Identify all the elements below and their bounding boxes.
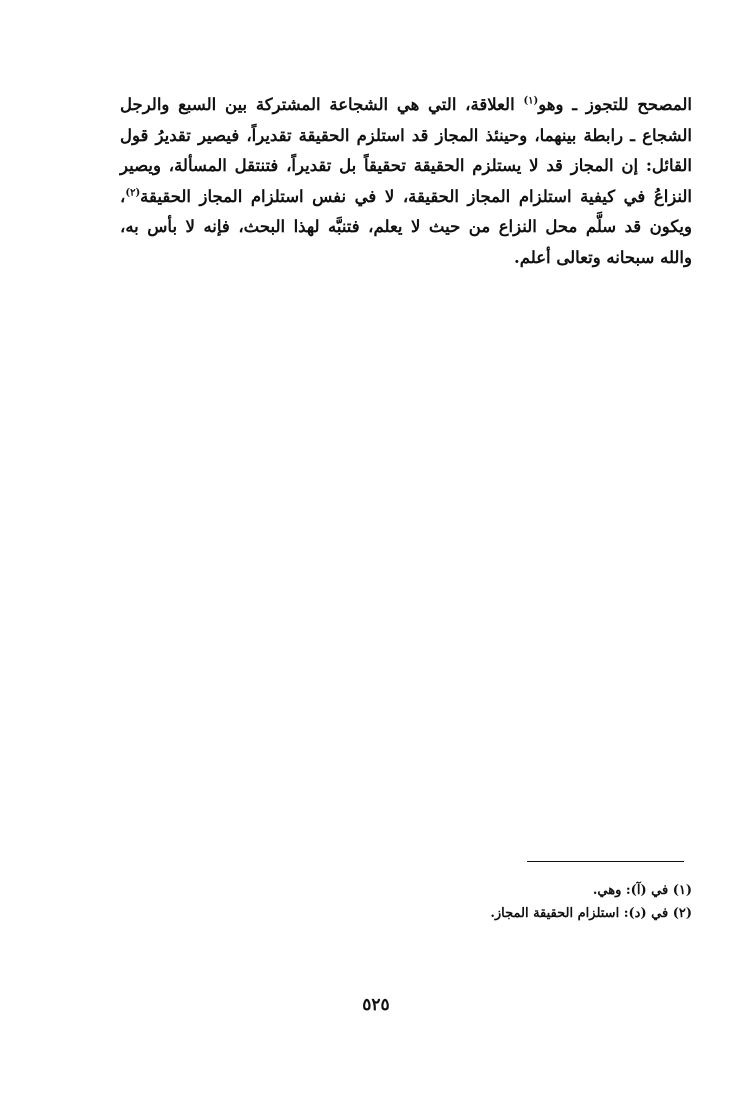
main-text-line (120, 90, 692, 121)
footnote: (٢) في (د): استلزام الحقيقة المجاز. (490, 906, 692, 921)
main-text-line: والله سبحانه وتعالى أعلم. (514, 247, 692, 267)
main-text-line: ويكون قد سلَّم محل النزاع من حيث لا يعلم، فتنبَّه لهذا البحث، فإنه لا بأس به، (120, 217, 692, 236)
footnote-ref: (١) (523, 95, 539, 107)
footnote-ref: (٢) (125, 187, 141, 198)
footnote-divider (527, 861, 684, 862)
main-text-line (120, 182, 692, 213)
line-text: المصحح للتجوز ـ وهو (538, 95, 693, 114)
footnotes (380, 879, 692, 925)
main-text-line: القائل: إن المجاز قد لا يستلزم الحقيقة تحقيقاً بل تقديراً، فتنتقل المسألة، ويصير (120, 156, 692, 175)
line-text: النزاعُ في كيفية استلزام المجاز الحقيقة، لا في نفس استلزام المجاز الحقيقة (140, 186, 692, 206)
footnote: (١) في (آ): وهي. (592, 883, 692, 898)
page-number: ٥٢٥ (362, 995, 390, 1015)
line-text: العلاقة، التي هي الشجاعة المشتركة بين السبع والرجل (120, 95, 524, 114)
main-text (120, 90, 692, 273)
main-text-line: الشجاع ـ رابطة بينهما، وحينئذ المجاز قد استلزم الحقيقة تقديراً، فيصير تقديرُ قول (120, 125, 692, 145)
line-text: ، (120, 186, 126, 206)
